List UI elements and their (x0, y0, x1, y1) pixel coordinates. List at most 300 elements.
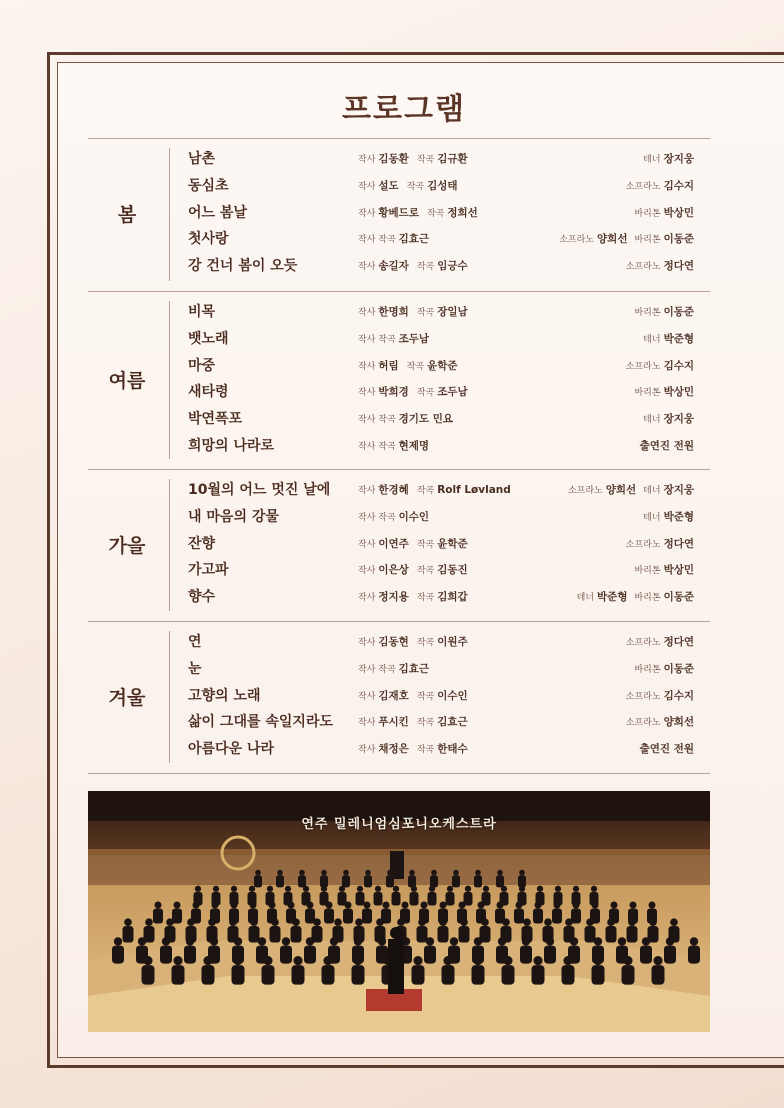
program-row (0, 433, 784, 459)
voice-part: 바리톤 (634, 593, 661, 604)
player-body (452, 875, 460, 887)
player-head (187, 918, 195, 926)
player-head (409, 870, 415, 876)
credit-name: 이연주 (378, 537, 409, 550)
player-head (439, 918, 447, 926)
player-head (124, 918, 132, 926)
credit-role: 작사 (358, 745, 376, 756)
song-title: 10월의 어느 멋진 날에 (188, 482, 331, 498)
season-label: 겨울 (108, 687, 146, 709)
player-body (123, 926, 134, 943)
voice-part: 테너 (643, 512, 661, 523)
song-credits (358, 683, 476, 710)
player-body (606, 926, 617, 943)
player-head (418, 918, 426, 926)
song-title: 고향의 노래 (188, 687, 261, 704)
performer-name: 박준형 (597, 591, 628, 604)
song-performers (626, 531, 694, 558)
player-body (562, 965, 575, 985)
player-head (303, 886, 309, 892)
song-title: 동심초 (188, 177, 229, 194)
player-body (324, 909, 334, 924)
player-head (666, 937, 674, 945)
player-body (254, 875, 262, 887)
player-body (298, 875, 306, 887)
player-head (586, 918, 594, 926)
player-head (306, 937, 314, 945)
credit-role: 작사 (358, 486, 376, 496)
performer-name: 박준형 (663, 510, 694, 523)
voice-part: 테너 (643, 415, 661, 426)
song-performers (577, 584, 694, 611)
song-credits (358, 584, 476, 611)
voice-part: 바리톤 (634, 308, 661, 318)
credit-role: 작사 작곡 (358, 334, 396, 345)
performer-name: 장지웅 (663, 153, 694, 165)
song-credits (358, 226, 437, 253)
player-head (250, 918, 258, 926)
credit-name: 이원주 (437, 636, 468, 648)
voice-part: 바리톤 (634, 388, 661, 399)
song-performers (626, 253, 694, 280)
section-divider (88, 138, 710, 139)
performer-name: 김수지 (663, 359, 694, 372)
player-head (293, 956, 302, 965)
performer (634, 663, 694, 675)
player-body (392, 892, 401, 906)
song-performers (643, 504, 694, 531)
credit-name: 김동진 (437, 564, 468, 577)
song-performers (626, 353, 694, 380)
player-head (307, 902, 314, 909)
performer-name: 김수지 (663, 689, 694, 702)
performer (626, 360, 694, 372)
player-body (552, 909, 562, 924)
player-head (355, 918, 363, 926)
player-body (428, 892, 437, 906)
program-row (0, 253, 784, 279)
player-head (173, 956, 182, 965)
player-head (649, 918, 657, 926)
credit-name: 설도 (378, 179, 399, 192)
player-head (503, 956, 512, 965)
performer (634, 233, 694, 245)
player-head (554, 902, 561, 909)
song-title: 박연폭포 (188, 411, 243, 428)
voice-part: 테너 (643, 334, 661, 345)
player-body (280, 946, 292, 964)
credit-role: 작사 작곡 (358, 415, 396, 426)
program-row (0, 531, 784, 557)
player-head (155, 902, 162, 909)
performer-name: 박상민 (663, 564, 694, 577)
performer (626, 636, 694, 648)
song-title: 비목 (188, 304, 216, 320)
player-head (497, 902, 504, 909)
player-body (364, 875, 372, 887)
player-head (321, 870, 327, 876)
player-body (342, 875, 350, 887)
credit-role: 작사 작곡 (358, 442, 396, 452)
program-row (0, 379, 784, 405)
season-label: 봄 (117, 204, 137, 226)
player-head (607, 918, 615, 926)
player-head (250, 902, 257, 909)
player-head (330, 937, 338, 945)
player-body (520, 946, 532, 964)
player-head (343, 870, 349, 876)
song-title: 내 마음의 강물 (188, 508, 279, 525)
voice-part: 소프라노 (625, 691, 661, 702)
player-head (440, 902, 447, 909)
player-head (376, 918, 384, 926)
credit-name: 현제명 (398, 440, 430, 452)
player-body (627, 926, 638, 943)
song-title: 강 건너 봄이 오듯 (188, 258, 298, 275)
credit-role: 작사 (358, 155, 376, 165)
performer-name: 정다연 (663, 636, 694, 648)
performer (643, 333, 694, 345)
credit-name: 김동현 (378, 636, 409, 648)
player-head (460, 918, 468, 926)
player-head (573, 886, 579, 892)
song-performers (634, 557, 694, 584)
player-head (397, 918, 405, 926)
song-performers (640, 736, 694, 762)
song-credits (358, 200, 486, 227)
player-head (555, 886, 561, 892)
credit-role: 작곡 (406, 361, 425, 372)
voice-part: 바리톤 (634, 566, 661, 577)
credit-name: Rolf Løvland (437, 484, 511, 496)
player-head (593, 956, 602, 965)
section-divider (88, 469, 710, 470)
player-body (172, 965, 185, 985)
player-head (642, 937, 650, 945)
credit-name: 김효근 (437, 716, 468, 729)
song-credits (358, 353, 466, 380)
credit-name: 한명희 (378, 306, 409, 318)
player-head (447, 886, 453, 892)
performer-name: 장지웅 (663, 484, 694, 496)
credit-role: 작사 (358, 208, 376, 219)
performer-name: 출연진 전원 (639, 743, 694, 756)
credit-name: 정희선 (447, 206, 478, 219)
player-head (516, 902, 523, 909)
credit-role: 작곡 (416, 718, 435, 729)
song-title: 삶이 그대를 속일지라도 (188, 714, 333, 731)
song-performers (634, 299, 694, 326)
credit-name: 조두남 (437, 386, 468, 399)
player-head (611, 902, 618, 909)
credit-role: 작사 (358, 361, 376, 372)
player-body (276, 875, 284, 887)
player-head (285, 886, 291, 892)
performer (634, 564, 694, 576)
player-body (652, 965, 665, 985)
song-credits (358, 504, 437, 531)
credit-name: 이은상 (378, 564, 409, 577)
player-head (249, 886, 255, 892)
player-head (628, 918, 636, 926)
credit-name: 이수인 (398, 510, 430, 523)
section-divider (88, 773, 710, 774)
performer-name: 양희선 (605, 484, 637, 496)
song-performers (559, 226, 694, 253)
credit-role: 작곡 (406, 181, 425, 192)
credit-name: 윤학준 (427, 359, 458, 372)
credit-name: 박희경 (378, 386, 409, 399)
song-title: 연 (188, 634, 202, 650)
player-head (533, 956, 542, 965)
song-credits (358, 477, 519, 504)
player-head (208, 918, 216, 926)
player-head (364, 902, 371, 909)
player-body (291, 926, 302, 943)
song-credits (358, 656, 437, 683)
performer-name: 정다연 (663, 260, 694, 273)
player-head (481, 918, 489, 926)
program-row (0, 584, 784, 610)
performer-name: 정다연 (663, 537, 694, 550)
credit-role: 작사 (358, 691, 376, 702)
performer (634, 591, 694, 603)
credit-name: 김효근 (398, 662, 430, 675)
performer (568, 484, 636, 496)
player-body (472, 965, 485, 985)
credit-role: 작곡 (416, 745, 435, 756)
player-body (408, 875, 416, 887)
player-head (535, 902, 542, 909)
voice-part: 소프라노 (625, 262, 661, 273)
song-performers (568, 477, 694, 504)
credit-name: 한태수 (437, 743, 468, 756)
player-head (537, 886, 543, 892)
page-title: 프로그램 (342, 92, 466, 127)
credit-name: 채정은 (378, 743, 409, 756)
program-row (0, 200, 784, 226)
player-head (195, 886, 201, 892)
credit-role: 작사 (358, 638, 376, 648)
program-row (0, 226, 784, 252)
player-body (153, 909, 163, 924)
credit-role: 작곡 (416, 262, 435, 273)
song-credits (358, 557, 476, 584)
song-credits (358, 629, 476, 656)
player-body (430, 875, 438, 887)
player-body (533, 909, 543, 924)
credit-role: 작사 (358, 308, 376, 318)
player-head (326, 902, 333, 909)
player-head (690, 937, 698, 945)
player-body (112, 946, 124, 964)
performer (643, 484, 694, 496)
player-head (546, 937, 554, 945)
player-body (438, 926, 449, 943)
performer (634, 386, 694, 398)
player-head (263, 956, 272, 965)
performer (643, 413, 694, 425)
credit-name: 정지용 (378, 591, 409, 604)
song-title: 남촌 (188, 151, 216, 167)
performer (634, 306, 694, 318)
voice-part: 소프라노 (559, 235, 595, 246)
player-body (412, 965, 425, 985)
player-head (213, 886, 219, 892)
player-head (353, 956, 362, 965)
performer (626, 716, 694, 728)
player-body (442, 965, 455, 985)
player-body (474, 875, 482, 887)
player-head (565, 918, 573, 926)
program-row (0, 709, 784, 735)
player-body (232, 965, 245, 985)
performer (640, 440, 694, 452)
photo-caption: 연주 밀레니엄심포니오케스트라 (301, 817, 497, 832)
song-performers (640, 433, 694, 459)
player-body (202, 965, 215, 985)
credit-role: 작곡 (416, 388, 435, 399)
player-head (393, 886, 399, 892)
performer (626, 180, 694, 192)
player-head (502, 918, 510, 926)
performer-name: 박상민 (663, 206, 694, 219)
player-head (233, 956, 242, 965)
player-head (563, 956, 572, 965)
credit-role: 작곡 (416, 539, 435, 550)
player-head (375, 886, 381, 892)
voice-part: 소프라노 (625, 539, 661, 550)
player-body (362, 909, 372, 924)
player-body (322, 965, 335, 985)
program-row (0, 629, 784, 655)
player-head (365, 870, 371, 876)
player-body (424, 946, 436, 964)
player-head (339, 886, 345, 892)
player-head (519, 886, 525, 892)
credit-name: 김희갑 (437, 591, 468, 604)
credit-role: 작사 (358, 718, 376, 729)
credit-role: 작곡 (416, 308, 435, 318)
player-body (292, 965, 305, 985)
performer-name: 양희선 (663, 716, 694, 729)
voice-part: 소프라노 (625, 181, 661, 192)
song-performers (643, 326, 694, 353)
performer-name: 박준형 (663, 332, 694, 345)
player-head (592, 902, 599, 909)
song-title: 어느 봄날 (188, 204, 247, 221)
song-title: 뱃노래 (188, 330, 229, 347)
program-row (0, 173, 784, 199)
credit-role: 작사 (358, 539, 376, 550)
player-head (383, 902, 390, 909)
player-head (267, 886, 273, 892)
credit-name: 김성태 (427, 179, 458, 192)
credit-name: 한경혜 (378, 484, 409, 496)
performer (626, 690, 694, 702)
program-row (0, 406, 784, 432)
credit-role: 작사 (358, 181, 376, 192)
song-credits (358, 146, 476, 173)
player-head (413, 956, 422, 965)
player-body (532, 965, 545, 985)
player-head (465, 886, 471, 892)
player-head (519, 870, 525, 876)
credit-name: 김재호 (378, 689, 409, 702)
song-credits (358, 406, 461, 433)
player-head (411, 886, 417, 892)
credit-role: 작사 (358, 262, 376, 273)
player-head (573, 902, 580, 909)
player-body (640, 946, 652, 964)
credit-role: 작곡 (416, 155, 435, 165)
program-row (0, 477, 784, 503)
player-body (592, 965, 605, 985)
player-head (357, 886, 363, 892)
performer (634, 207, 694, 219)
orchestra-photo (88, 791, 710, 1032)
player-head (323, 956, 332, 965)
song-title: 희망의 나라로 (188, 438, 275, 454)
voice-part: 바리톤 (634, 208, 661, 219)
player-head (277, 870, 283, 876)
performer (559, 233, 627, 245)
player-head (138, 937, 146, 945)
player-head (345, 902, 352, 909)
player-head (670, 918, 678, 926)
performer (577, 591, 628, 603)
song-credits (358, 736, 476, 763)
player-head (210, 937, 218, 945)
performer (643, 153, 694, 165)
voice-part: 소프라노 (625, 718, 661, 729)
player-head (212, 902, 219, 909)
credit-role: 작곡 (416, 638, 435, 648)
credit-role: 작사 (358, 593, 376, 604)
program-row (0, 736, 784, 762)
performer-name: 출연진 전원 (639, 440, 694, 452)
player-head (145, 918, 153, 926)
program-row (0, 504, 784, 530)
player-head (483, 886, 489, 892)
player-head (166, 918, 174, 926)
song-performers (626, 173, 694, 200)
player-body (585, 926, 596, 943)
player-head (570, 937, 578, 945)
player-head (114, 937, 122, 945)
player-body (459, 926, 470, 943)
player-head (162, 937, 170, 945)
player-head (229, 918, 237, 926)
credit-name: 김효근 (398, 233, 430, 246)
player-head (378, 937, 386, 945)
voice-part: 소프라노 (567, 486, 603, 496)
player-head (478, 902, 485, 909)
player-head (282, 937, 290, 945)
player-head (653, 956, 662, 965)
player-head (450, 937, 458, 945)
program-row (0, 353, 784, 379)
player-body (514, 909, 524, 924)
season-label: 가을 (108, 535, 146, 557)
player-head (292, 918, 300, 926)
credit-name: 김동환 (378, 153, 409, 165)
player-head (544, 918, 552, 926)
song-title: 눈 (188, 660, 202, 677)
credit-role: 작곡 (426, 208, 445, 219)
player-head (354, 937, 362, 945)
player-body (160, 946, 172, 964)
